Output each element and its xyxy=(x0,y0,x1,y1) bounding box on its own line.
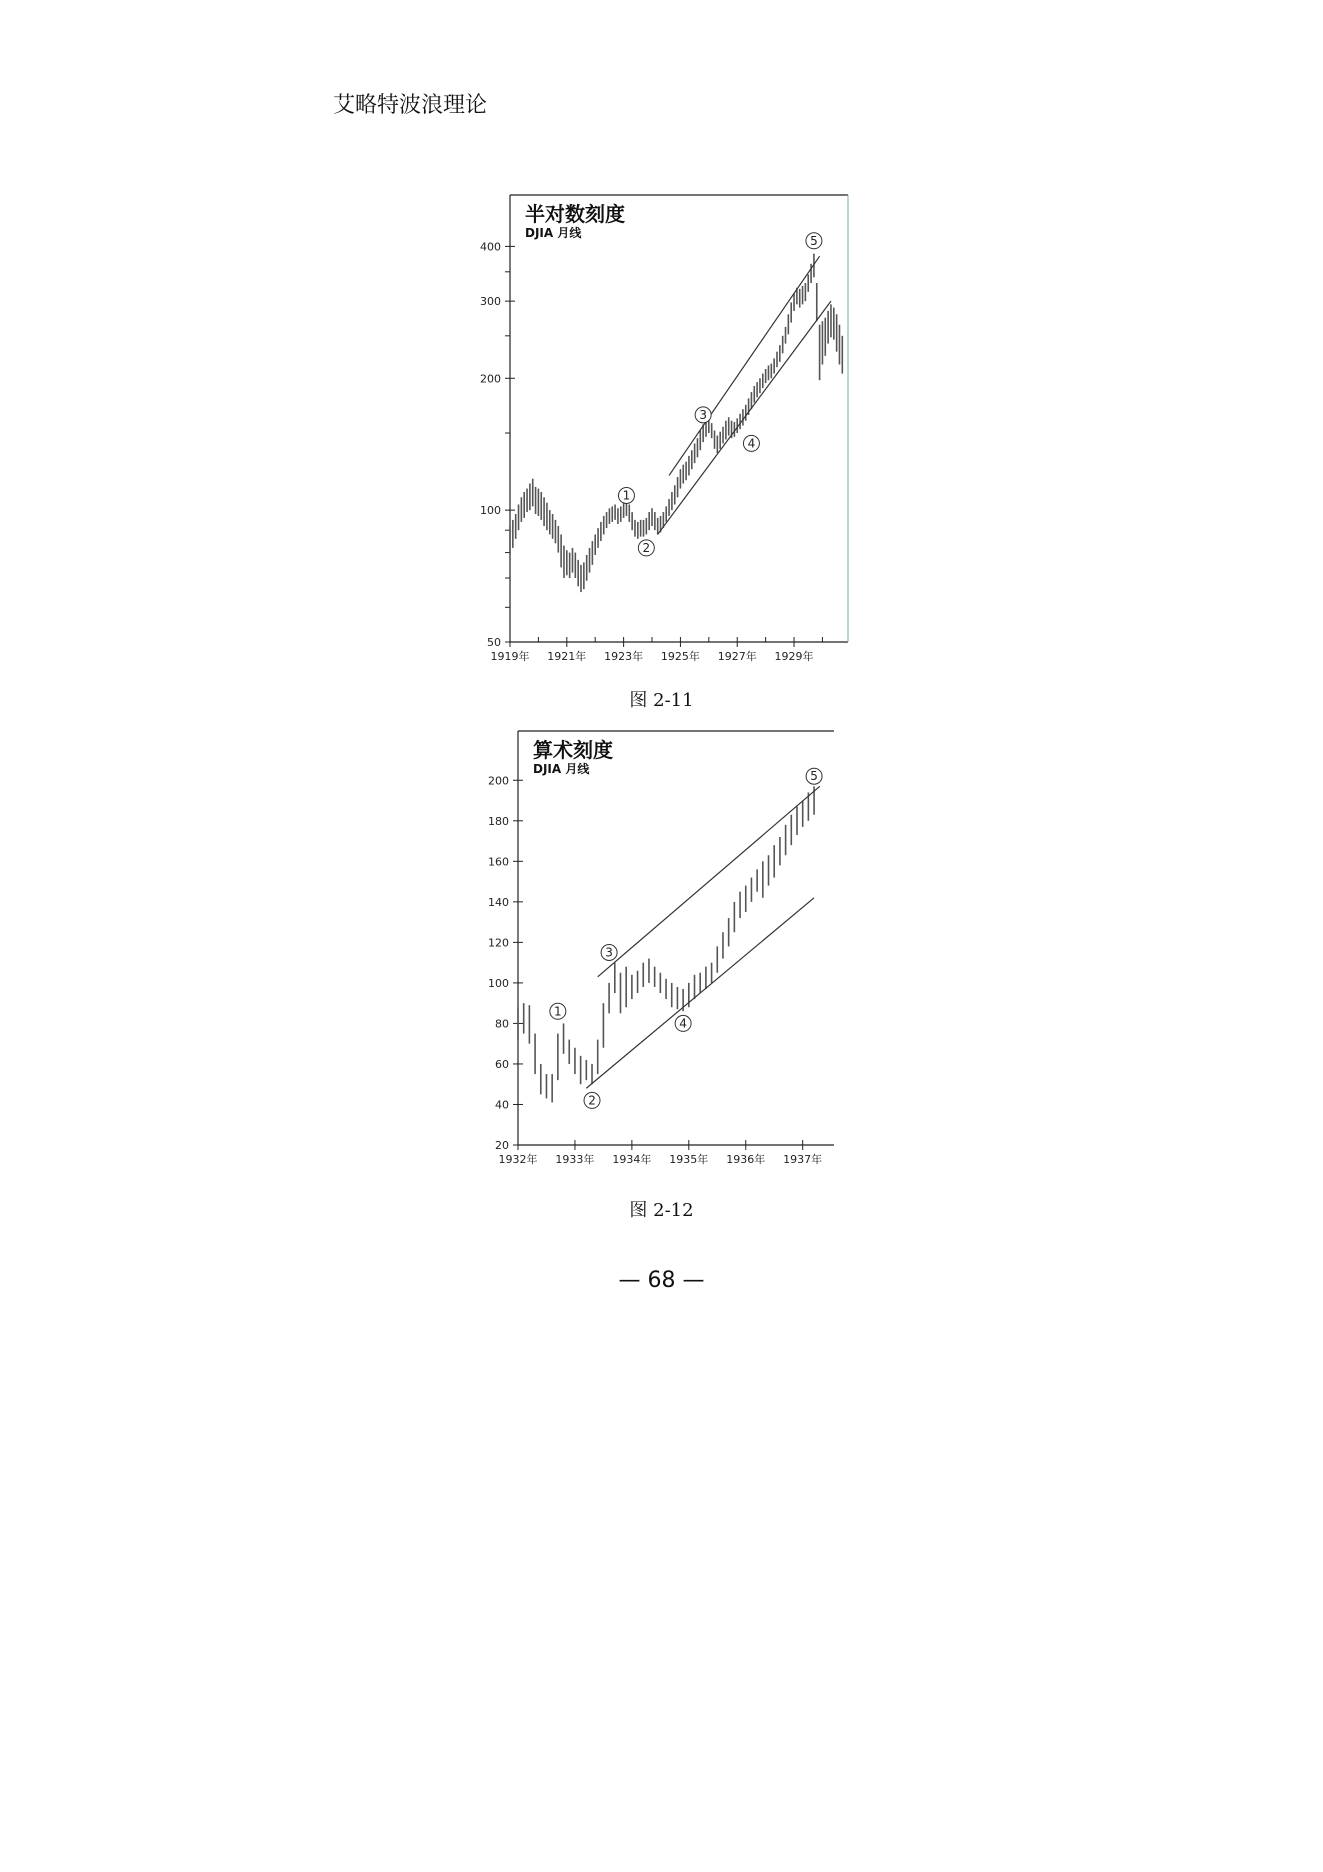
y-tick-label: 200 xyxy=(480,372,501,386)
y-tick-label: 80 xyxy=(495,1017,509,1031)
chart-title: 算术刻度 xyxy=(533,738,613,762)
book-title: 艾略特波浪理论 xyxy=(333,93,488,118)
wave-label-text: 5 xyxy=(810,233,818,248)
wave-label-text: 2 xyxy=(588,1093,596,1108)
x-tick-label: 1919年 xyxy=(490,650,530,663)
chart-title: 半对数刻度 xyxy=(525,202,625,226)
y-tick-label: 100 xyxy=(488,976,509,990)
x-tick-label: 1925年 xyxy=(660,650,700,663)
y-tick-label: 20 xyxy=(495,1139,509,1152)
wave-label-text: 4 xyxy=(679,1016,687,1031)
wave-label-text: 3 xyxy=(699,407,707,422)
x-tick-label: 1933年 xyxy=(555,1153,595,1166)
y-tick-label: 400 xyxy=(480,240,501,254)
x-tick-label: 1937年 xyxy=(783,1153,823,1166)
chart-subtitle: DJIA 月线 xyxy=(533,762,590,776)
x-tick-label: 1921年 xyxy=(547,650,587,663)
y-tick-label: 200 xyxy=(488,774,509,788)
channel-line xyxy=(598,786,820,976)
wave-label-text: 3 xyxy=(605,945,613,960)
wave-label-text: 2 xyxy=(642,540,651,555)
x-tick-label: 1935年 xyxy=(669,1153,709,1166)
y-tick-label: 300 xyxy=(480,295,501,309)
x-tick-label: 1927年 xyxy=(717,650,757,663)
wave-label-text: 4 xyxy=(747,436,756,451)
y-tick-label: 40 xyxy=(495,1098,509,1112)
y-tick-label: 120 xyxy=(488,936,509,950)
x-tick-label: 1929年 xyxy=(774,650,814,663)
x-tick-label: 1936年 xyxy=(726,1153,766,1166)
figure-caption-2-12: 图 2-12 xyxy=(629,1200,694,1221)
x-tick-label: 1932年 xyxy=(498,1153,538,1166)
y-tick-label: 50 xyxy=(487,636,501,649)
page-number: — 68 — xyxy=(618,1268,705,1293)
y-tick-label: 100 xyxy=(480,504,501,518)
x-tick-label: 1923年 xyxy=(604,650,644,663)
y-tick-label: 60 xyxy=(495,1057,509,1071)
wave-label-text: 1 xyxy=(554,1004,562,1019)
figure-caption-2-11: 图 2-11 xyxy=(629,690,694,711)
semilog-chart xyxy=(470,192,860,672)
y-tick-label: 140 xyxy=(488,895,509,909)
wave-label-text: 1 xyxy=(622,488,631,503)
y-tick-label: 180 xyxy=(488,814,509,828)
y-tick-label: 160 xyxy=(488,855,509,869)
wave-label-text: 5 xyxy=(810,769,818,784)
channel-line xyxy=(658,301,831,534)
x-tick-label: 1934年 xyxy=(612,1153,652,1166)
chart-subtitle: DJIA 月线 xyxy=(525,226,582,240)
arithmetic-chart-svg xyxy=(470,728,860,1188)
arithmetic-chart xyxy=(470,728,860,1188)
semilog-chart-svg xyxy=(470,192,860,672)
